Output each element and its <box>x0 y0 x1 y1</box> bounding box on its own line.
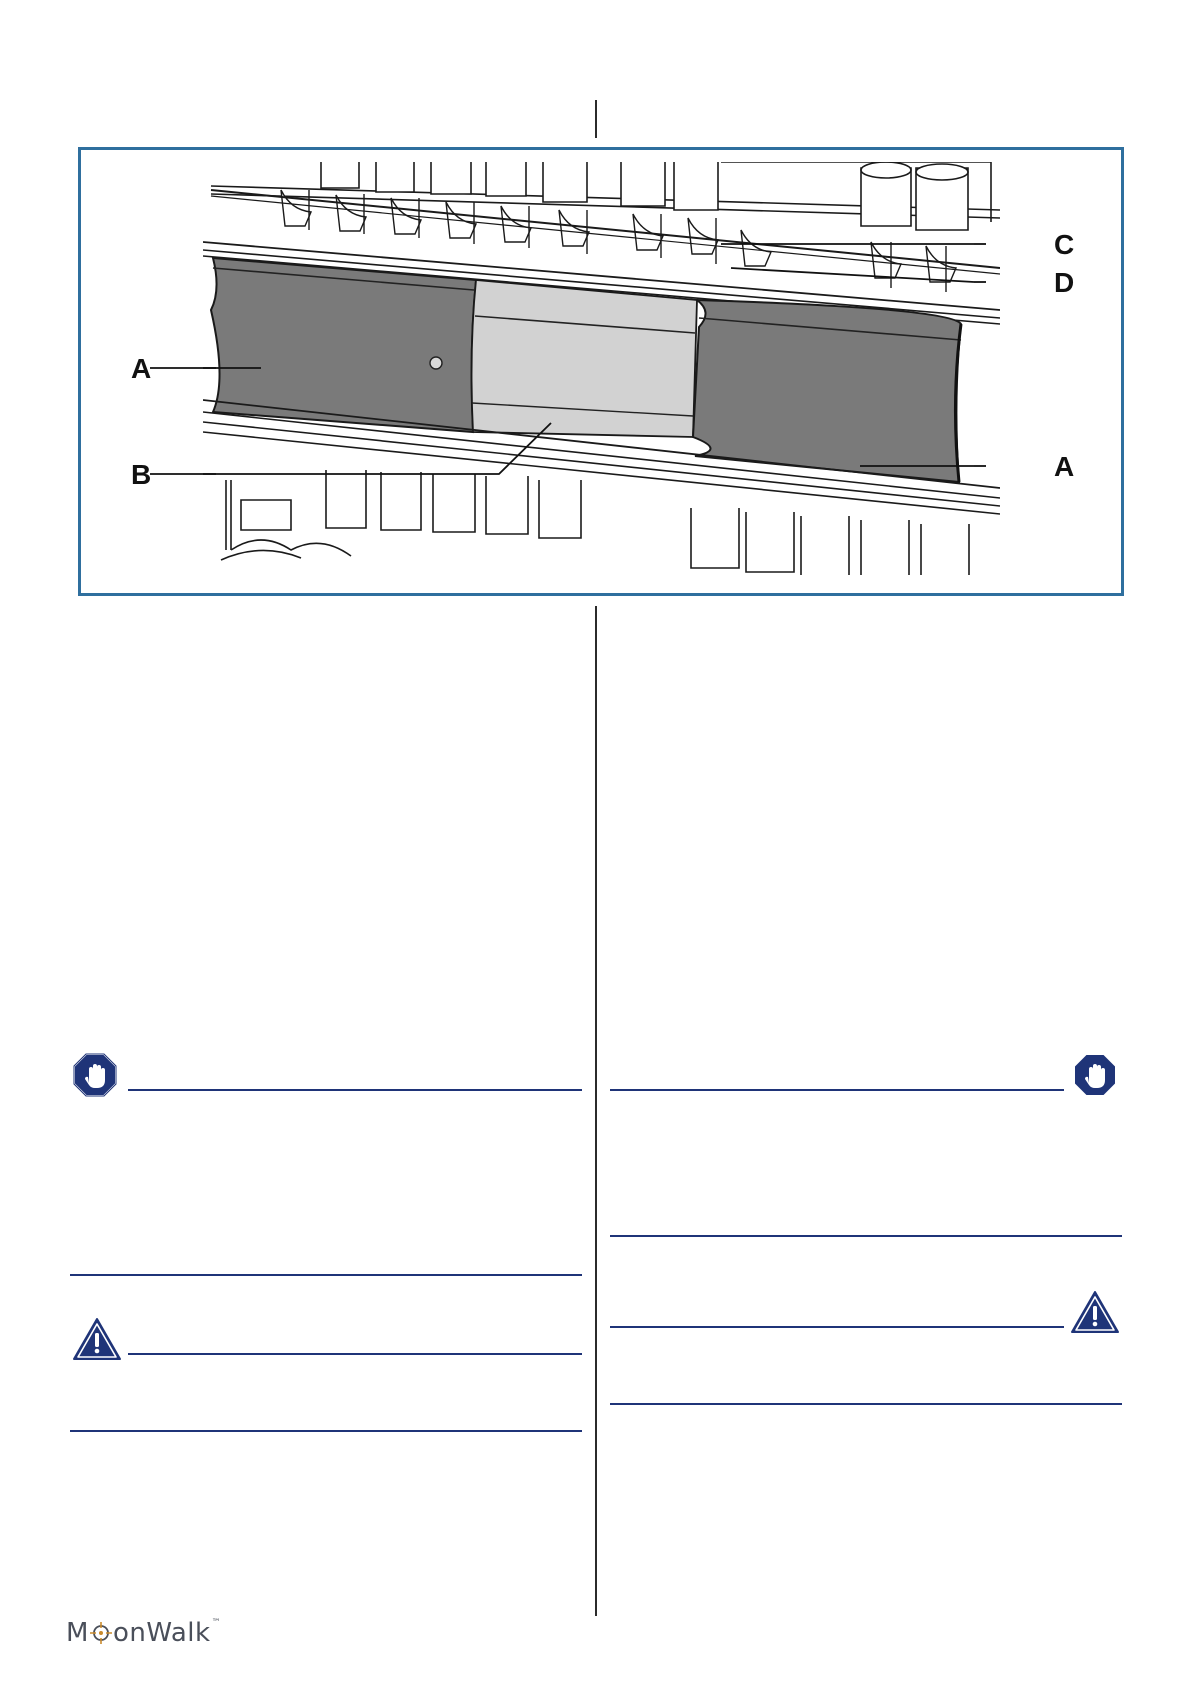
brand-logo <box>66 1618 221 1648</box>
callout-b: B <box>131 459 152 490</box>
brand-text-start: M <box>66 1618 89 1648</box>
cover-a-right <box>693 300 961 482</box>
stop-hand-icon <box>1072 1052 1118 1098</box>
figure-frame <box>78 147 1124 596</box>
callout-a-right: A <box>1054 451 1075 482</box>
warning-notice-right <box>610 1290 1122 1410</box>
warning-notice-left-rule-top <box>128 1353 582 1355</box>
column-divider-top <box>595 100 597 138</box>
lower-canisters <box>221 470 969 584</box>
crosshair-o-icon <box>90 1622 112 1644</box>
stop-notice-left <box>70 1052 582 1282</box>
column-divider-main <box>595 606 597 1616</box>
cover-b-center <box>472 280 697 437</box>
warning-notice-right-rule-bottom <box>610 1403 1122 1405</box>
stop-notice-left-rule-bottom <box>70 1274 582 1276</box>
warning-notice-left-rule-bottom <box>70 1430 582 1432</box>
callout-c: C <box>1054 229 1075 260</box>
callout-d: D <box>1054 267 1075 298</box>
stop-notice-left-rule-top <box>128 1089 582 1091</box>
machine-illustration <box>81 150 1121 593</box>
stop-notice-right-rule-top <box>610 1089 1064 1091</box>
callout-a-left: A <box>131 353 152 384</box>
stop-notice-right-rule-bottom <box>610 1235 1122 1237</box>
warning-notice-left <box>70 1317 582 1437</box>
stop-notice-right <box>610 1052 1122 1242</box>
brand-trademark: ™ <box>211 1618 222 1628</box>
warning-triangle-icon <box>72 1317 122 1361</box>
warning-notice-right-rule-top <box>610 1326 1064 1328</box>
warning-triangle-icon <box>1070 1290 1120 1334</box>
brand-text-end: onWalk <box>112 1618 211 1648</box>
stop-hand-icon <box>72 1052 118 1098</box>
